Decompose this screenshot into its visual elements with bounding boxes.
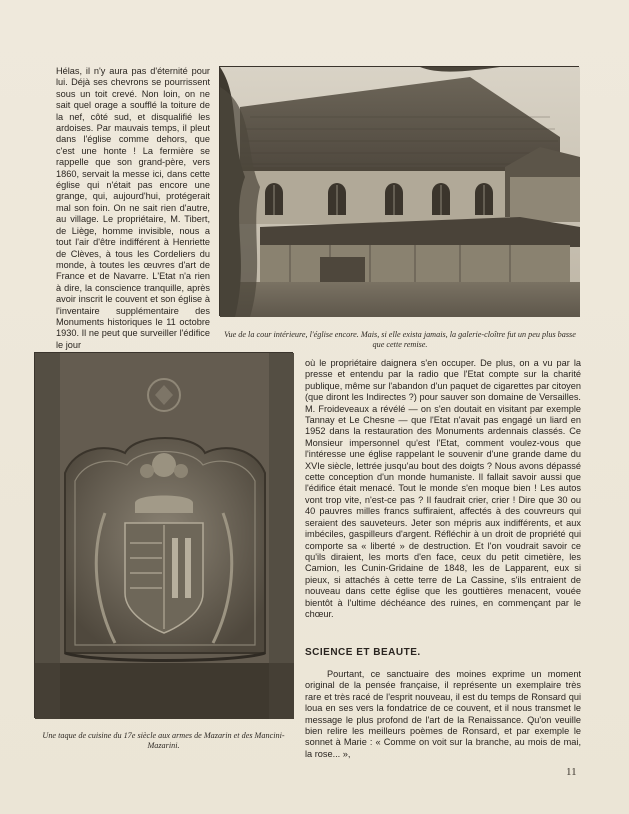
fireback-illustration (35, 353, 294, 719)
intro-text-column (56, 66, 210, 350)
section-text-column (305, 669, 581, 759)
fireback-photo (34, 352, 293, 718)
church-courtyard-illustration (220, 67, 580, 317)
church-photo-caption: Vue de la cour intérieure, l'église encore. Mais, si elle exista jamais, la galerie-cloître fut un peu plus basse que cette remise. (224, 330, 576, 349)
fireback-photo-caption: Une taque de cuisine du 17e siècle aux armes de Mazarin et des Mancini-Mazarini. (42, 731, 285, 750)
section-heading: SCIENCE ET BEAUTE. (305, 647, 421, 658)
section-paragraph: Pourtant, ce sanctuaire des moines exprime un moment original de la pensée française, il représente un exemplaire très rare et très racé de l'esprit nouveau, il est du temps de Ronsard qui loua en ses vers la fondatrice de ce couvent, et il nous transmet le message le plus profond de l'art de la Renaissance. Qu'on veuille bien relire les meilleurs poèmes de Ronsard, et par exemple le sonnet à Marie : « Comme on voit sur la branche, au mois de mai, la rose... », (305, 669, 581, 759)
body-text-column (305, 358, 581, 630)
page-number: 11 (566, 766, 577, 778)
intro-paragraph: Hélas, il n'y aura pas d'éternité pour lui. Déjà ses chevrons se pourrissent sous un toit crevé. Non loin, on ne sait quel orage a soufflé la toiture de la nef, côté sud, et disqualifié les ardoises. Par mauvais temps, il pleut dans l'église comme dehors, que c'est une honte ! La fermière se rappelle que son grand-père, vers 1860, servait la messe ici, dans cette église qui n'était pas encore une grange, qui, aujourd'hui, protégerait mal son foin. On ne sait rien d'autre, au village. Le propriétaire, M. Tibert, de Liège, homme invisible, nous a tout l'air d'être indifférent à Henriette de Clèves, à tous les Cordeliers du monde, à toutes les œuvres d'art de France et de Navarre. L'Etat n'a rien à dire, la conscience tranquille, après avoir inscrit le couvent et son église à l'inventaire supplémentaire des Monuments historiques le 11 octobre 1930. Il ne peut que surveiller l'édifice le jour (56, 66, 210, 350)
church-courtyard-photo (219, 66, 579, 316)
body-paragraph: où le propriétaire daignera s'en occuper. De plus, on a vu par la presse et entendu par la radio que l'Etat compte sur la charité publique, même sur l'abandon d'un paquet de cigarettes par citoyen (que diront les Indirectes ?) pour sauver son domaine de Versailles. M. Froideveaux a révélé — on s'en doutait en visitant par exemple Tannay et Le Chesne — que l'Etat n'avait pas engagé un liard en 1952 dans la restauration des Monuments ardennais classés. Ce Monsieur impersonnel qu'est l'Etat, comment voulez-vous que l'intéresse une église rappelant le souvenir d'une grande dame du XVIe siècle, lettrée jusqu'au bout des doigts ? Nous avons dépassé cette conception d'un monde humaniste. Il fallait savoir aussi que l'édifice était menacé. Tout le monde s'en moque bien ! Les autos vont trop vite, n'est-ce pas ? Il faudrait crier, crier ! Dire que 30 ou 40 pauvres milles francs suffiraient, affectés à des couvreurs qui seraient des sauveteurs. Jeter son mépris aux indifférents, et aux imbéciles, gaspilleurs d'argent. Réfléchir à un droit de propriété qui comporte sa « liberté » de destruction. Et l'on voudrait savoir ce qu'ils diraient, les morts d'en face, ceux du petit cimetière, les Camion, les Cunin-Gridaine de 1848, les de Lapparent, eux si pieux, si attachés à cette terre de La Cassine, s'ils entraient de nouveau dans cette église que les gouttières menacent, vouée bientôt à l'ultime déchéance des ruines, en commençant par le chœur. (305, 358, 581, 619)
